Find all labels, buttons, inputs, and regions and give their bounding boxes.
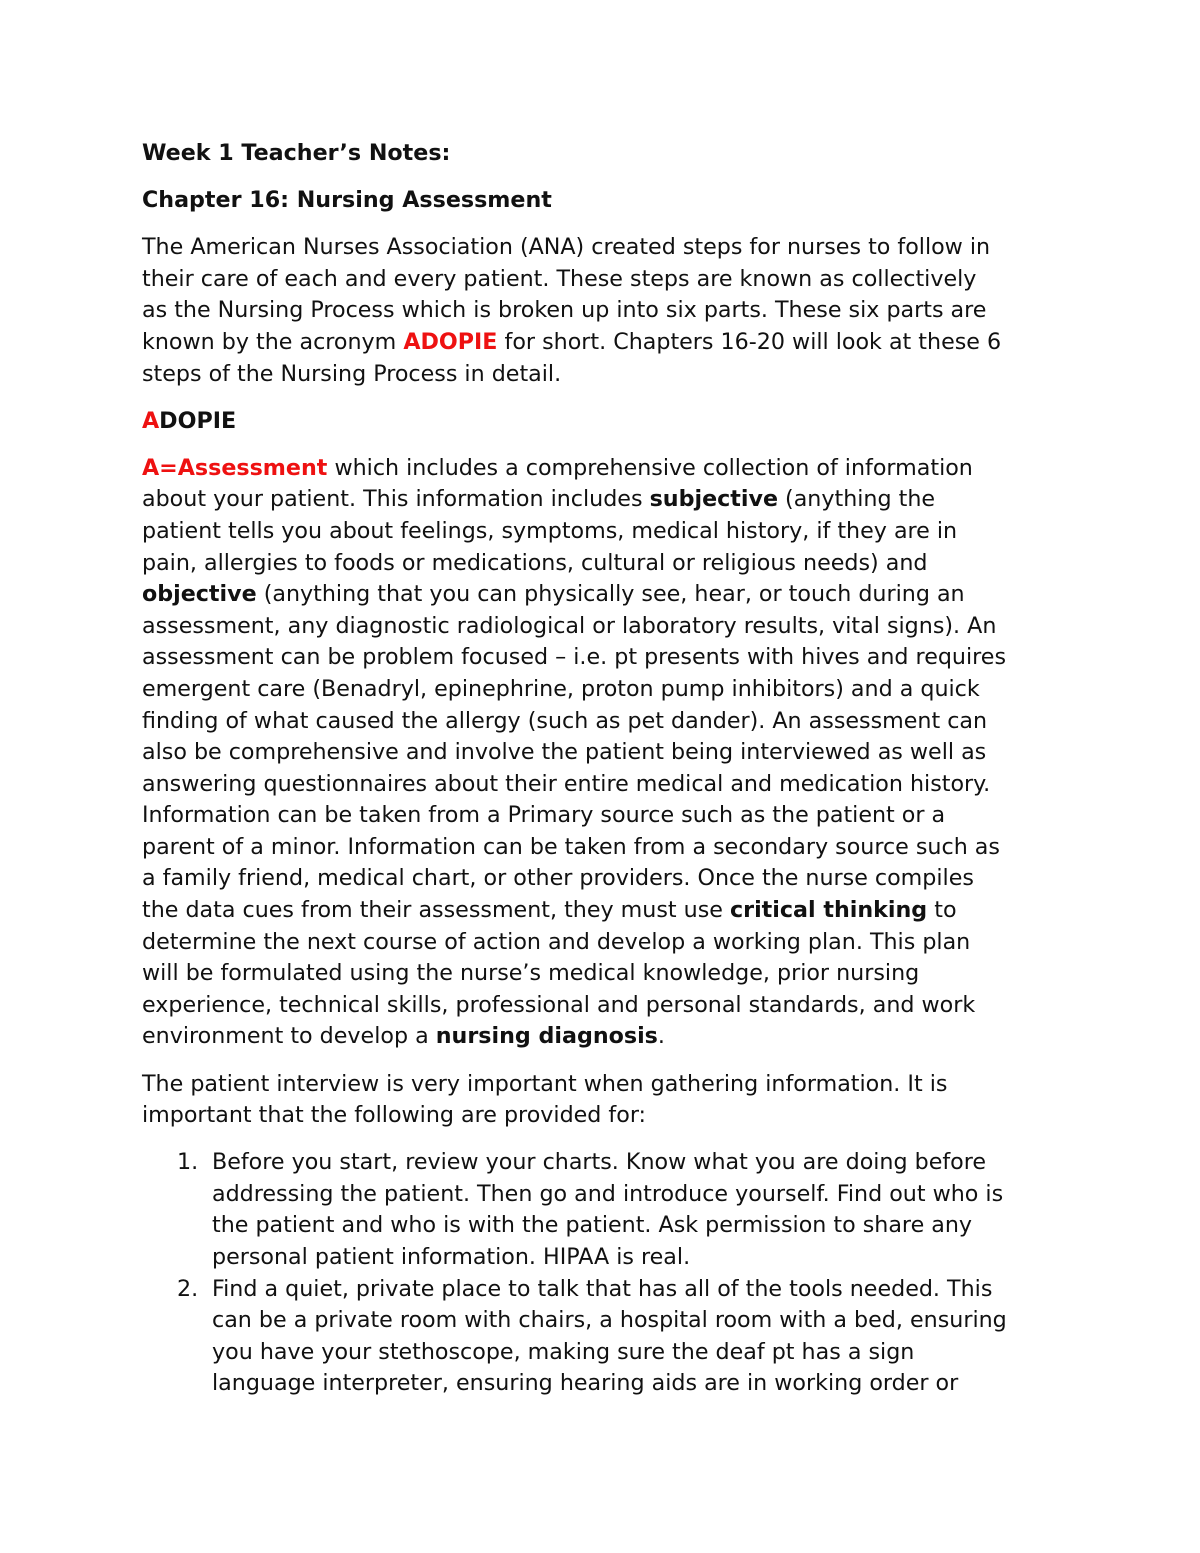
text-run: for short. Chapters 16-20 will look at these 6 steps of the Nursing Process in detail. bbox=[142, 328, 1002, 387]
document-body bbox=[142, 138, 1142, 1132]
list-number: 1. bbox=[177, 1149, 199, 1176]
text-run: (anything the patient tells you about feelings, symptoms, medical history, if they are in pain, allergies to foods or medications, cultural or religious needs) and bbox=[142, 486, 958, 576]
numbered-list bbox=[142, 1147, 1142, 1400]
chapter-heading bbox=[142, 185, 1142, 217]
text-run: which includes a comprehensive collection of information about your patient. This information includes bbox=[142, 454, 973, 513]
week-title bbox=[142, 138, 1142, 170]
emphasized-text: A bbox=[142, 407, 160, 434]
list-item bbox=[142, 1147, 1142, 1273]
list-item-text: Find a quiet, private place to talk that has all of the tools needed. This can be a private room with chairs, a hospital room with a bed, ensuring you have your stethoscope, making sure the deaf pt has a sign language interpreter, ensuring hearing aids are in working order or bbox=[212, 1275, 1007, 1397]
list-number: 2. bbox=[177, 1275, 199, 1302]
text-run: The patient interview is very important when gathering information. It is important that the following are provided for: bbox=[142, 1070, 948, 1129]
emphasized-text: A=Assessment bbox=[142, 454, 328, 481]
emphasized-text: Chapter 16: Nursing Assessment bbox=[142, 187, 552, 214]
document-page bbox=[142, 138, 1142, 1400]
list-item-text: Before you start, review your charts. Know what you are doing before addressing the patient. Then go and introduce yourself. Find out who is the patient and who is with the patient. Ask permission to share any personal patient information. HIPAA is real. bbox=[212, 1149, 1004, 1270]
assessment-paragraph bbox=[142, 453, 1142, 1053]
emphasized-text: DOPIE bbox=[159, 407, 237, 434]
interview-paragraph bbox=[142, 1069, 1142, 1132]
emphasized-text: Week 1 Teacher’s Notes: bbox=[142, 140, 451, 166]
list-item bbox=[142, 1274, 1142, 1400]
emphasized-text: nursing diagnosis bbox=[435, 1023, 658, 1050]
emphasized-text: objective bbox=[142, 581, 257, 608]
text-run: The American Nurses Association (ANA) created steps for nurses to follow in their care of each and every patient. These steps are known as collectively as the Nursing Process which is broken up into six parts. These six parts are known by the acronym bbox=[142, 234, 991, 355]
emphasized-text: critical thinking bbox=[729, 897, 928, 924]
intro-paragraph bbox=[142, 232, 1142, 390]
text-run: to determine the next course of action and develop a working plan. This plan will be formulated using the nurse’s medical knowledge, prior nursing experience, technical skills, professional and personal standards, and work environment to develop a bbox=[142, 897, 976, 1050]
emphasized-text: ADOPIE bbox=[403, 328, 498, 355]
adopie-heading bbox=[142, 406, 1142, 438]
text-run: . bbox=[657, 1023, 665, 1050]
text-run: (anything that you can physically see, hear, or touch during an assessment, any diagnostic radiological or laboratory results, vital signs). An assessment can be problem focused – i.e. pt presents with hives and requires emergent care (Benadryl, epinephrine, proton pump inhibitors) and a quick finding of what caused the allergy (such as pet dander). An assessment can also be comprehensive and involve the patient being interviewed as well as answering questionnaires about their entire medical and medication history. Information can be taken from a Primary source such as the patient or a parent of a minor. Information can be taken from a secondary source such as a family friend, medical chart, or other providers. Once the nurse compiles the data cues from their assessment, they must use bbox=[142, 581, 1007, 924]
emphasized-text: subjective bbox=[649, 486, 778, 513]
